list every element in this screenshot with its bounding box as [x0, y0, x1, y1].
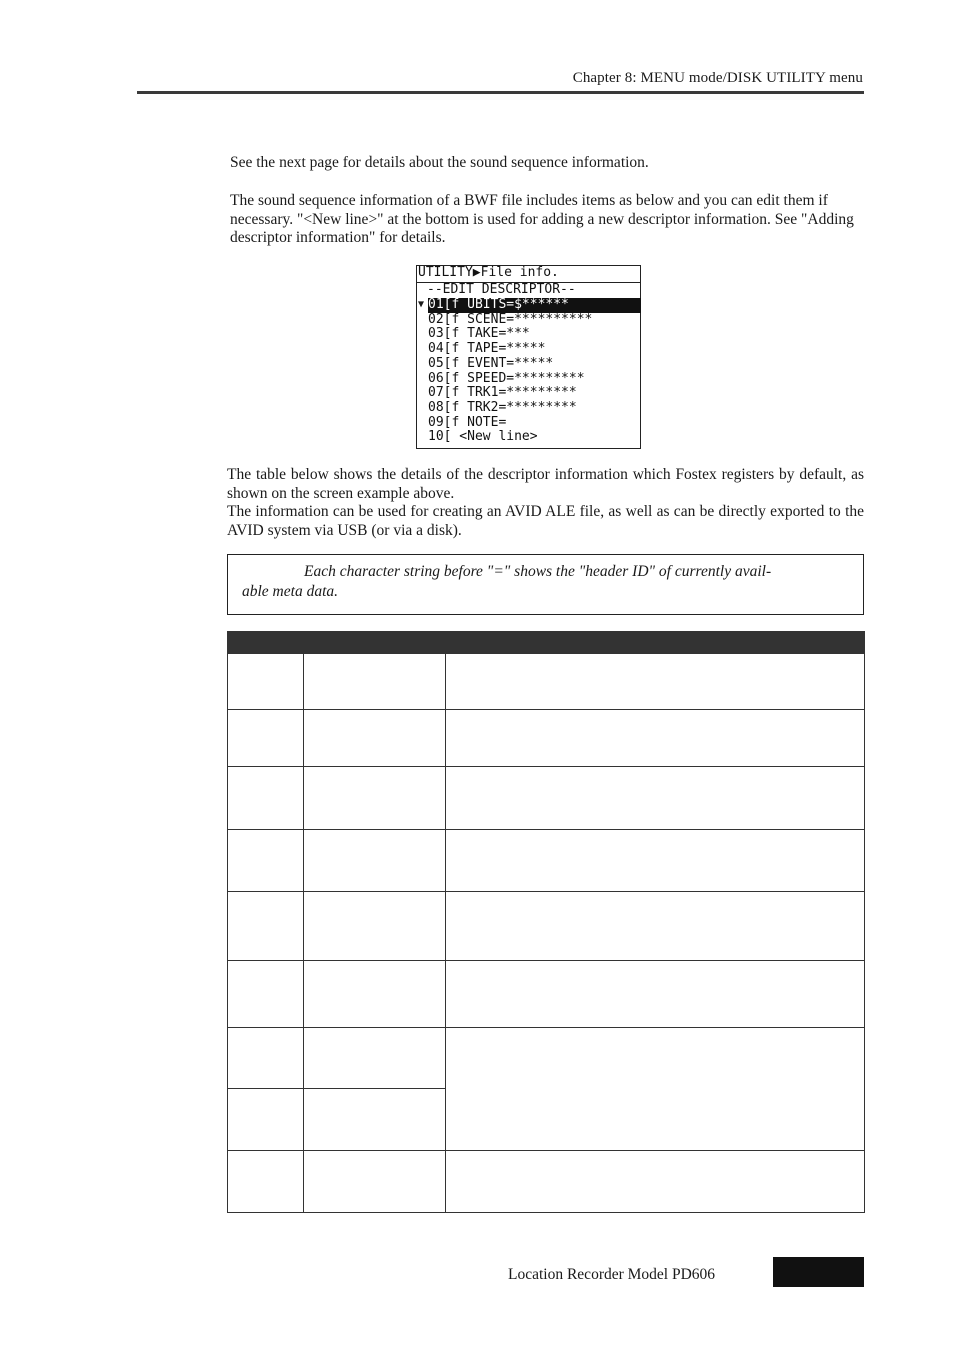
table-row [228, 892, 865, 961]
table-cell [304, 961, 446, 1028]
table-row [228, 710, 865, 767]
lcd-item: 05[f EVENT=***** [428, 355, 554, 371]
table-cell [446, 892, 865, 961]
table-cell [304, 767, 446, 830]
lcd-item: 04[f TAPE=***** [428, 341, 546, 357]
intro-paragraph: See the next page for details about the sound sequence information. [230, 154, 649, 171]
note-line-1: Each character string before "=" shows the "header ID" of currently avail- [304, 563, 772, 580]
lcd-item: 10[ <New line> [428, 429, 538, 445]
header-rule [137, 91, 864, 94]
table-row [228, 830, 865, 892]
table-cell [446, 767, 865, 830]
table-row [228, 961, 865, 1028]
table-description-line: The table below shows the details of the descriptor information which Fostex registers by default, as shown on the screen example above. [227, 466, 864, 502]
table-cell [228, 767, 304, 830]
table-cell [228, 1151, 304, 1213]
lcd-cursor-icon: ▼ [418, 299, 425, 310]
footer-product: Location Recorder Model PD606 [508, 1266, 716, 1283]
lcd-item: 06[f SPEED=********* [428, 370, 585, 386]
table-header-cell-2 [304, 632, 446, 654]
lcd-subtitle: --EDIT DESCRIPTOR-- [427, 282, 576, 297]
descriptor-table [227, 631, 865, 1213]
table-row [228, 1151, 865, 1213]
table-cell [304, 1028, 446, 1089]
lcd-item: 01[f UBITS=$****** [428, 298, 641, 313]
table-cell [446, 1028, 865, 1151]
table-cell [228, 961, 304, 1028]
lcd-item: 03[f TAKE=*** [428, 326, 530, 342]
lcd-title: UTILITY▶File info. [418, 265, 559, 280]
table-body [228, 654, 865, 1213]
lcd-item: 07[f TRK1=********* [428, 385, 577, 401]
note-line-2: able meta data. [242, 583, 338, 600]
table-cell [304, 1151, 446, 1213]
page-number-tab [773, 1257, 864, 1287]
lcd-screen [416, 265, 641, 449]
table-description-paragraph [227, 466, 864, 540]
table-cell [304, 710, 446, 767]
table-row [228, 1028, 865, 1089]
table-cell [446, 654, 865, 710]
table-cell [446, 710, 865, 767]
table-header-row [228, 632, 865, 654]
table-row [228, 654, 865, 710]
table-cell [228, 830, 304, 892]
sound-sequence-paragraph: The sound sequence information of a BWF file includes items as below and you can edit them if necessary. "<New line>" at the bottom is used for adding a new descriptor information. See "Adding descriptor information" for details. [230, 192, 854, 246]
note-box [227, 554, 864, 615]
table-cell [228, 710, 304, 767]
table-row [228, 767, 865, 830]
table-cell [228, 892, 304, 961]
avid-export-line: The information can be used for creating an AVID ALE file, as well as can be directly exported to the AVID system via USB (or via a disk). [227, 503, 864, 539]
table-header-cell-3 [446, 632, 865, 654]
table-cell [304, 892, 446, 961]
table-cell [228, 1089, 304, 1151]
table-cell [228, 654, 304, 710]
table-cell [446, 830, 865, 892]
table-cell [446, 1151, 865, 1213]
lcd-item: 02[f SCENE=********** [428, 311, 593, 327]
table-cell [228, 1028, 304, 1089]
table-cell [304, 654, 446, 710]
table-cell [304, 830, 446, 892]
table-cell [304, 1089, 446, 1151]
chapter-header: Chapter 8: MENU mode/DISK UTILITY menu [572, 70, 863, 86]
table-header-cell-1 [228, 632, 304, 654]
lcd-item: 09[f NOTE= [428, 414, 507, 430]
lcd-item: 08[f TRK2=********* [428, 399, 577, 415]
table-cell [446, 961, 865, 1028]
